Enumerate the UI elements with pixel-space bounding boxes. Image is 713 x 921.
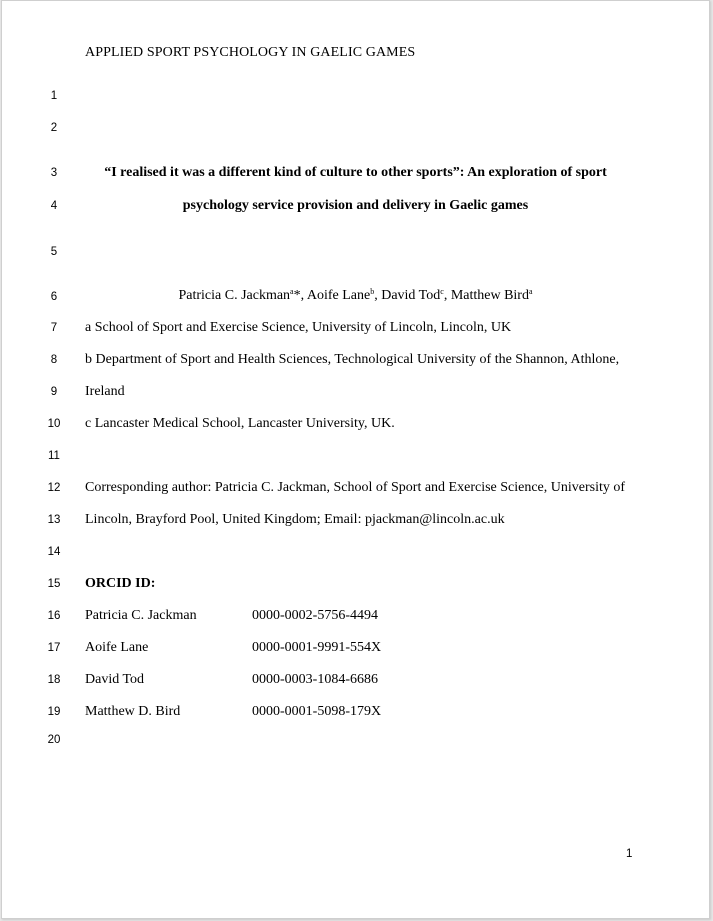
line-number: 8 bbox=[50, 354, 58, 366]
author-name: Matthew Bird bbox=[450, 288, 529, 303]
affiliation-b-continued: Ireland bbox=[85, 384, 125, 399]
line-number: 2 bbox=[50, 122, 58, 134]
orcid-name: David Tod bbox=[85, 672, 145, 687]
line-number: 4 bbox=[50, 200, 58, 212]
corresponding-author-line-1: Corresponding author: Patricia C. Jackman, School of Sport and Exercise Science, University of bbox=[85, 480, 626, 495]
orcid-id: 0000-0003-1084-6686 bbox=[252, 672, 378, 687]
page-number: 1 bbox=[626, 848, 633, 860]
author-affiliation-mark: b bbox=[370, 287, 375, 296]
author-affiliation-mark: c bbox=[440, 287, 444, 296]
line-number: 7 bbox=[50, 322, 58, 334]
line-number: 3 bbox=[50, 167, 58, 179]
affiliation-a: a School of Sport and Exercise Science, University of Lincoln, Lincoln, UK bbox=[85, 320, 512, 335]
line-number: 11 bbox=[48, 450, 60, 462]
line-number: 9 bbox=[50, 386, 58, 398]
corresponding-author-line-2: Lincoln, Brayford Pool, United Kingdom; Email: pjackman@lincoln.ac.uk bbox=[85, 512, 505, 527]
line-number: 17 bbox=[47, 642, 61, 654]
author-separator: , bbox=[374, 288, 382, 303]
affiliation-b: b Department of Sport and Health Sciences, Technological University of the Shannon, Athlone, bbox=[85, 352, 620, 367]
line-number: 20 bbox=[47, 734, 61, 746]
line-number: 15 bbox=[47, 578, 61, 590]
line-number: 13 bbox=[47, 514, 61, 526]
orcid-name: Patricia C. Jackman bbox=[85, 608, 197, 623]
document-page bbox=[1, 0, 710, 919]
paper-title-line-1: “I realised it was a different kind of culture to other sports”: An exploration of sport bbox=[104, 165, 607, 180]
orcid-id: 0000-0001-9991-554X bbox=[252, 640, 382, 655]
author-separator: *, bbox=[293, 288, 307, 303]
line-number: 6 bbox=[50, 291, 58, 303]
line-number: 12 bbox=[47, 482, 61, 494]
author-affiliation-mark: a bbox=[528, 287, 533, 296]
line-number: 16 bbox=[47, 610, 61, 622]
orcid-name: Aoife Lane bbox=[85, 640, 149, 655]
line-number: 1 bbox=[50, 90, 58, 102]
running-header: APPLIED SPORT PSYCHOLOGY IN GAELIC GAMES bbox=[85, 45, 416, 60]
author-name: Patricia C. Jackman bbox=[178, 288, 291, 303]
line-number: 19 bbox=[47, 706, 61, 718]
orcid-id: 0000-0001-5098-179X bbox=[252, 704, 382, 719]
author-affiliation-mark: a bbox=[290, 287, 294, 296]
line-number: 5 bbox=[50, 246, 58, 258]
paper-title-line-2: psychology service provision and delivery in Gaelic games bbox=[182, 198, 529, 213]
orcid-id: 0000-0002-5756-4494 bbox=[252, 608, 378, 623]
line-number: 18 bbox=[47, 674, 61, 686]
author-name: Aoife Lane bbox=[306, 288, 371, 303]
orcid-name: Matthew D. Bird bbox=[85, 704, 181, 719]
affiliation-c: c Lancaster Medical School, Lancaster University, UK. bbox=[85, 416, 395, 431]
line-number: 14 bbox=[47, 546, 61, 558]
author-separator: , bbox=[443, 288, 451, 303]
author-name: David Tod bbox=[381, 288, 441, 303]
author-list bbox=[85, 288, 626, 304]
orcid-heading: ORCID ID: bbox=[85, 576, 156, 591]
line-number: 10 bbox=[47, 418, 61, 430]
